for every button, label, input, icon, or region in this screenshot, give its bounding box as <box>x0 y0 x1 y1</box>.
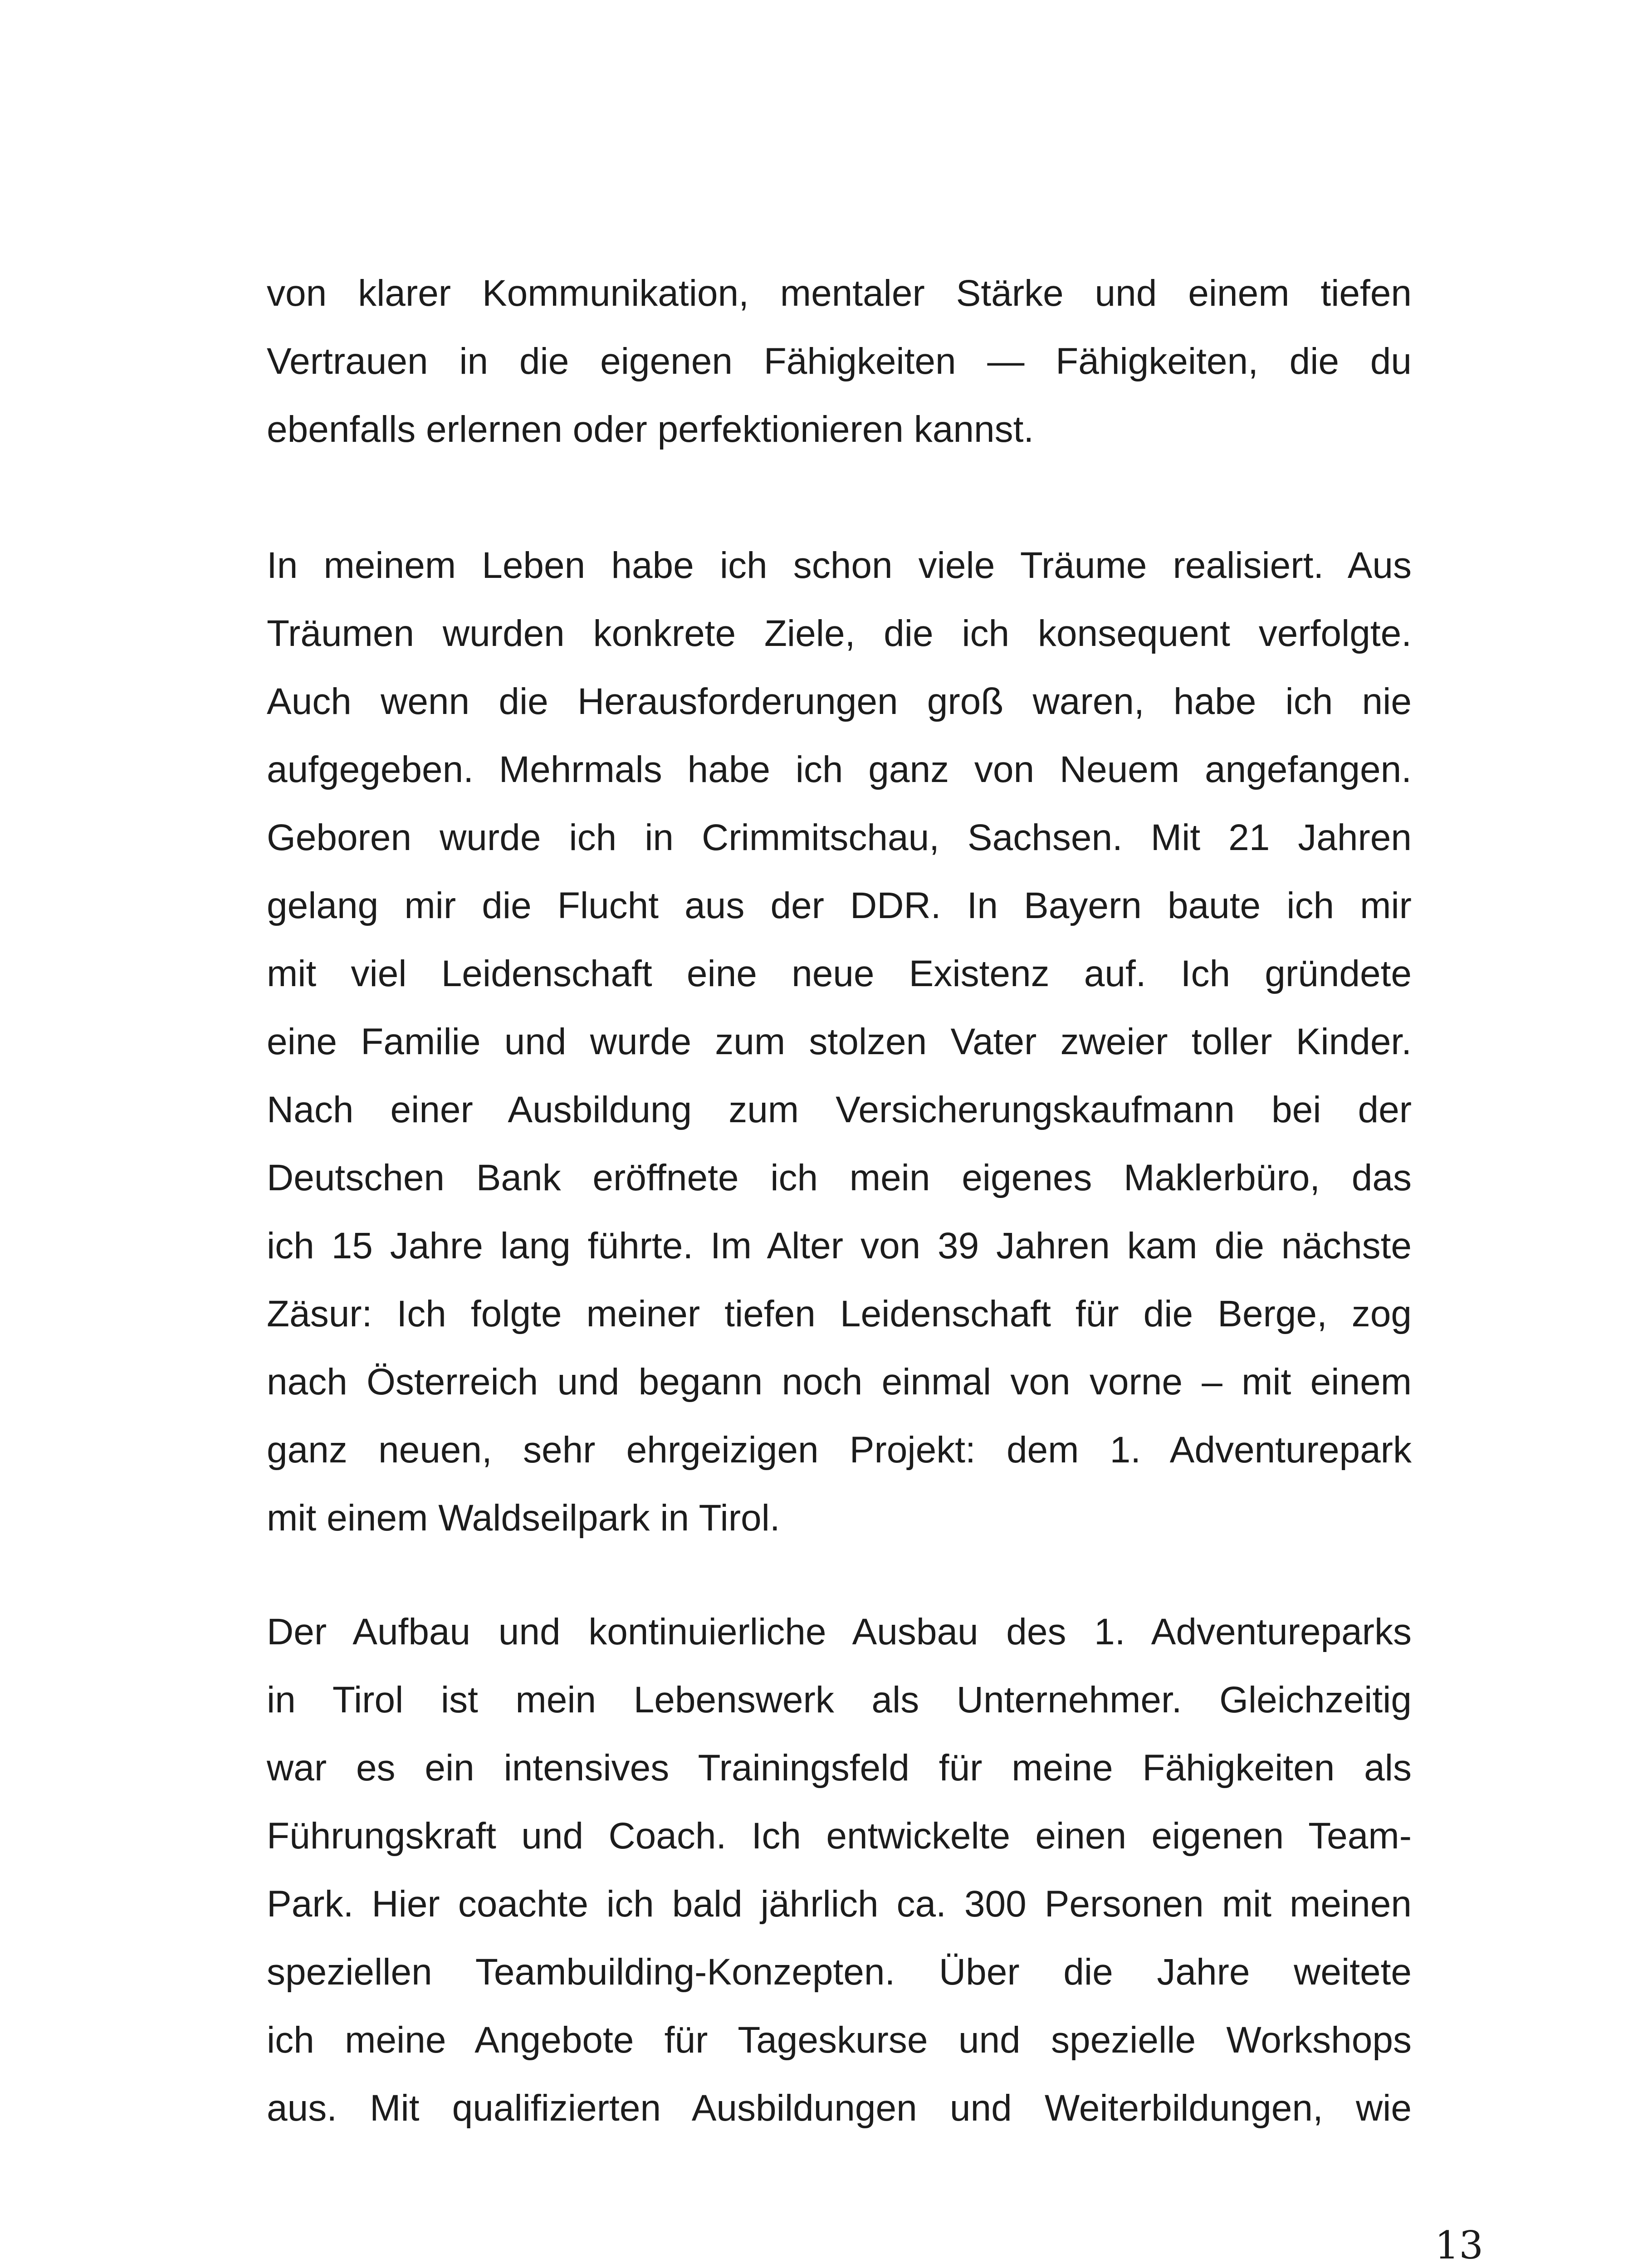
text-line: speziellen Teambuilding-Konzepten. Über die Jahre weitete <box>267 1951 1412 1993</box>
text-line: Geboren wurde ich in Crimmitschau, Sachsen. Mit 21 Jahren <box>267 817 1412 858</box>
text-line: eine Familie und wurde zum stolzen Vater zweier toller Kinder. <box>267 1021 1412 1062</box>
text-line: Park. Hier coachte ich bald jährlich ca. 300 Personen mit meinen <box>267 1883 1412 1925</box>
text-line: gelang mir die Flucht aus der DDR. In Bayern baute ich mir <box>267 885 1412 926</box>
text-line: aufgegeben. Mehrmals habe ich ganz von Neuem angefangen. <box>267 749 1412 790</box>
text-line: In meinem Leben habe ich schon viele Träume realisiert. Aus <box>267 545 1412 586</box>
text-line: Führungskraft und Coach. Ich entwickelte einen eigenen Team- <box>267 1815 1412 1857</box>
text-line: Zäsur: Ich folgte meiner tiefen Leidenschaft für die Berge, zog <box>267 1293 1412 1334</box>
text-line: Vertrauen in die eigenen Fähigkeiten — Fähigkeiten, die du <box>267 341 1412 382</box>
text-line: mit viel Leidenschaft eine neue Existenz auf. Ich gründete <box>267 953 1412 994</box>
text-line: war es ein intensives Trainingsfeld für meine Fähigkeiten als <box>267 1747 1412 1789</box>
text-line: Träumen wurden konkrete Ziele, die ich konsequent verfolgte. <box>267 613 1412 654</box>
text-line: ebenfalls erlernen oder perfektionieren kannst. <box>267 409 1034 450</box>
text-line: Auch wenn die Herausforderungen groß waren, habe ich nie <box>267 681 1412 722</box>
text-line: ich 15 Jahre lang führte. Im Alter von 39 Jahren kam die nächste <box>267 1225 1412 1266</box>
text-line: ich meine Angebote für Tageskurse und spezielle Workshops <box>267 2019 1412 2061</box>
text-line: Deutschen Bank eröffnete ich mein eigenes Maklerbüro, das <box>267 1157 1412 1198</box>
text-line: Nach einer Ausbildung zum Versicherungskaufmann bei der <box>267 1089 1412 1130</box>
text-line: mit einem Waldseilpark in Tirol. <box>267 1497 780 1539</box>
text-line: von klarer Kommunikation, mentaler Stärke und einem tiefen <box>267 273 1412 314</box>
paragraph-2 <box>267 532 1412 1552</box>
page-number: 13 <box>1435 2223 1483 2268</box>
text-line: nach Österreich und begann noch einmal von vorne – mit einem <box>267 1361 1412 1403</box>
text-line: Der Aufbau und kontinuierliche Ausbau des 1. Adventureparks <box>267 1611 1412 1652</box>
text-line: aus. Mit qualifizierten Ausbildungen und Weiterbildungen, wie <box>267 2087 1412 2129</box>
text-line: ganz neuen, sehr ehrgeizigen Projekt: dem 1. Adventurepark <box>267 1429 1412 1471</box>
paragraph-1 <box>267 259 1412 464</box>
paragraph-3 <box>267 1598 1412 2142</box>
text-line: in Tirol ist mein Lebenswerk als Unternehmer. Gleichzeitig <box>267 1679 1412 1721</box>
